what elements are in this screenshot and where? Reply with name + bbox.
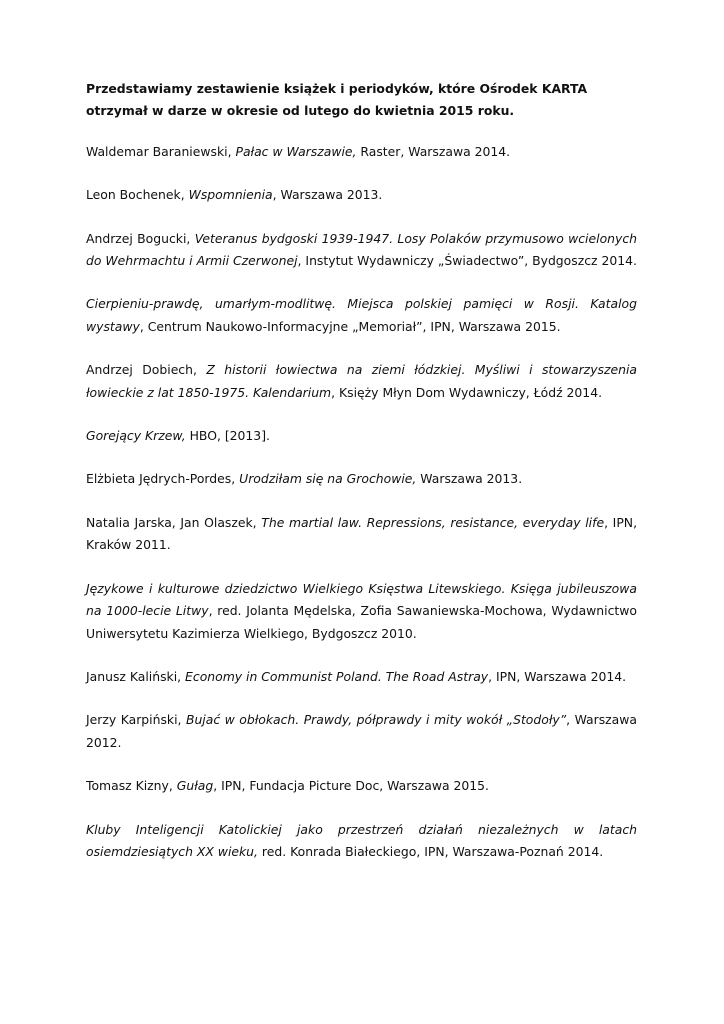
book-entry	[86, 512, 637, 557]
entry-publication: , red. Jolanta Mędelska, Zofia Sawaniewska-Mochowa, Wydawnictwo Uniwersytetu Kazimierza Wielkiego, Bydgoszcz 2010.	[86, 603, 637, 641]
entry-publication: , IPN, Kraków 2011.	[86, 514, 638, 553]
intro-line-2: otrzymał w darze w okresie od lutego do kwietnia 2015 roku.	[86, 103, 515, 119]
book-entry	[86, 819, 637, 864]
book-entry	[86, 184, 637, 206]
entry-title: Cierpieniu-prawdę, umarłym-modlitwę. Miejsca polskiej pamięci w Rosji. Katalog wystawy	[86, 296, 637, 334]
entry-publication: HBO, [2013].	[185, 428, 270, 444]
document-page	[86, 78, 637, 884]
book-entry	[86, 468, 637, 490]
book-entry	[86, 666, 637, 688]
book-entry	[86, 425, 637, 447]
entry-publication: , Warszawa 2013.	[272, 187, 383, 203]
entry-title: Gorejący Krzew,	[86, 428, 186, 444]
book-entry	[86, 228, 637, 273]
entry-author: Andrzej Dobiech,	[86, 362, 207, 378]
entry-publication: red. Konrada Białeckiego, IPN, Warszawa-Poznań 2014.	[257, 843, 604, 859]
entry-publication: , IPN, Fundacja Picture Doc, Warszawa 2015.	[213, 778, 489, 794]
entry-author: Jerzy Karpiński,	[86, 712, 186, 728]
entry-title: Wspomnienia	[188, 187, 273, 203]
entry-publication: , IPN, Warszawa 2014.	[488, 668, 627, 684]
entry-publication: Warszawa 2013.	[416, 471, 523, 487]
entry-publication: , Warszawa 2012.	[86, 712, 637, 750]
entry-title: Językowe i kulturowe dziedzictwo Wielkiego Księstwa Litewskiego. Księga jubileuszowa na 1000-lecie Litwy	[86, 580, 637, 619]
entry-author: Janusz Kaliński,	[86, 668, 186, 684]
entry-author: Elżbieta Jędrych-Pordes,	[86, 471, 240, 487]
intro-line-1: Przedstawiamy zestawienie książek i periodyków, które Ośrodek KARTA	[86, 81, 588, 96]
entry-title: Urodziłam się na Grochowie,	[239, 471, 417, 487]
entry-author: Leon Bochenek,	[86, 187, 189, 203]
entry-title: Kluby Inteligencji Katolickiej jako przestrzeń działań niezależnych w latach osiemdziesiątych XX wieku,	[86, 821, 637, 859]
intro-paragraph	[86, 78, 637, 123]
entry-author: Waldemar Baraniewski,	[86, 143, 236, 159]
entry-title: Z historii łowiectwa na ziemi łódzkiej. Myśliwi i stowarzyszenia łowieckie z lat 1850-1975. Kalendarium	[86, 362, 637, 400]
entry-author: Tomasz Kizny,	[86, 778, 177, 794]
entry-publication: , Księży Młyn Dom Wydawniczy, Łódź 2014.	[331, 384, 603, 400]
book-entry	[86, 141, 637, 163]
entry-title: Bujać w obłokach. Prawdy, półprawdy i mity wokół „Stodoły”	[185, 712, 567, 728]
book-entry	[86, 578, 637, 645]
book-entry	[86, 775, 637, 797]
entry-title: The martial law. Repressions, resistance, everyday life	[261, 514, 605, 530]
entry-title: Gułag	[176, 778, 214, 794]
entry-author: Andrzej Bogucki,	[86, 230, 195, 246]
book-entry	[86, 709, 637, 754]
entry-author: Natalia Jarska, Jan Olaszek,	[86, 514, 262, 530]
entry-title: Veteranus bydgoski 1939-1947. Losy Polaków przymusowo wcielonych do Wehrmachtu i Armii Czerwonej	[86, 230, 637, 269]
entry-publication: , Centrum Naukowo-Informacyjne „Memoriał”, IPN, Warszawa 2015.	[139, 318, 561, 334]
book-entry	[86, 293, 637, 338]
entry-title: Pałac w Warszawie,	[235, 143, 357, 159]
entry-publication: Raster, Warszawa 2014.	[356, 143, 511, 159]
entry-publication: , Instytut Wydawniczy „Świadectwo”, Bydgoszcz 2014.	[297, 253, 637, 269]
book-entry	[86, 359, 637, 404]
entry-title: Economy in Communist Poland. The Road Astray	[185, 668, 489, 684]
